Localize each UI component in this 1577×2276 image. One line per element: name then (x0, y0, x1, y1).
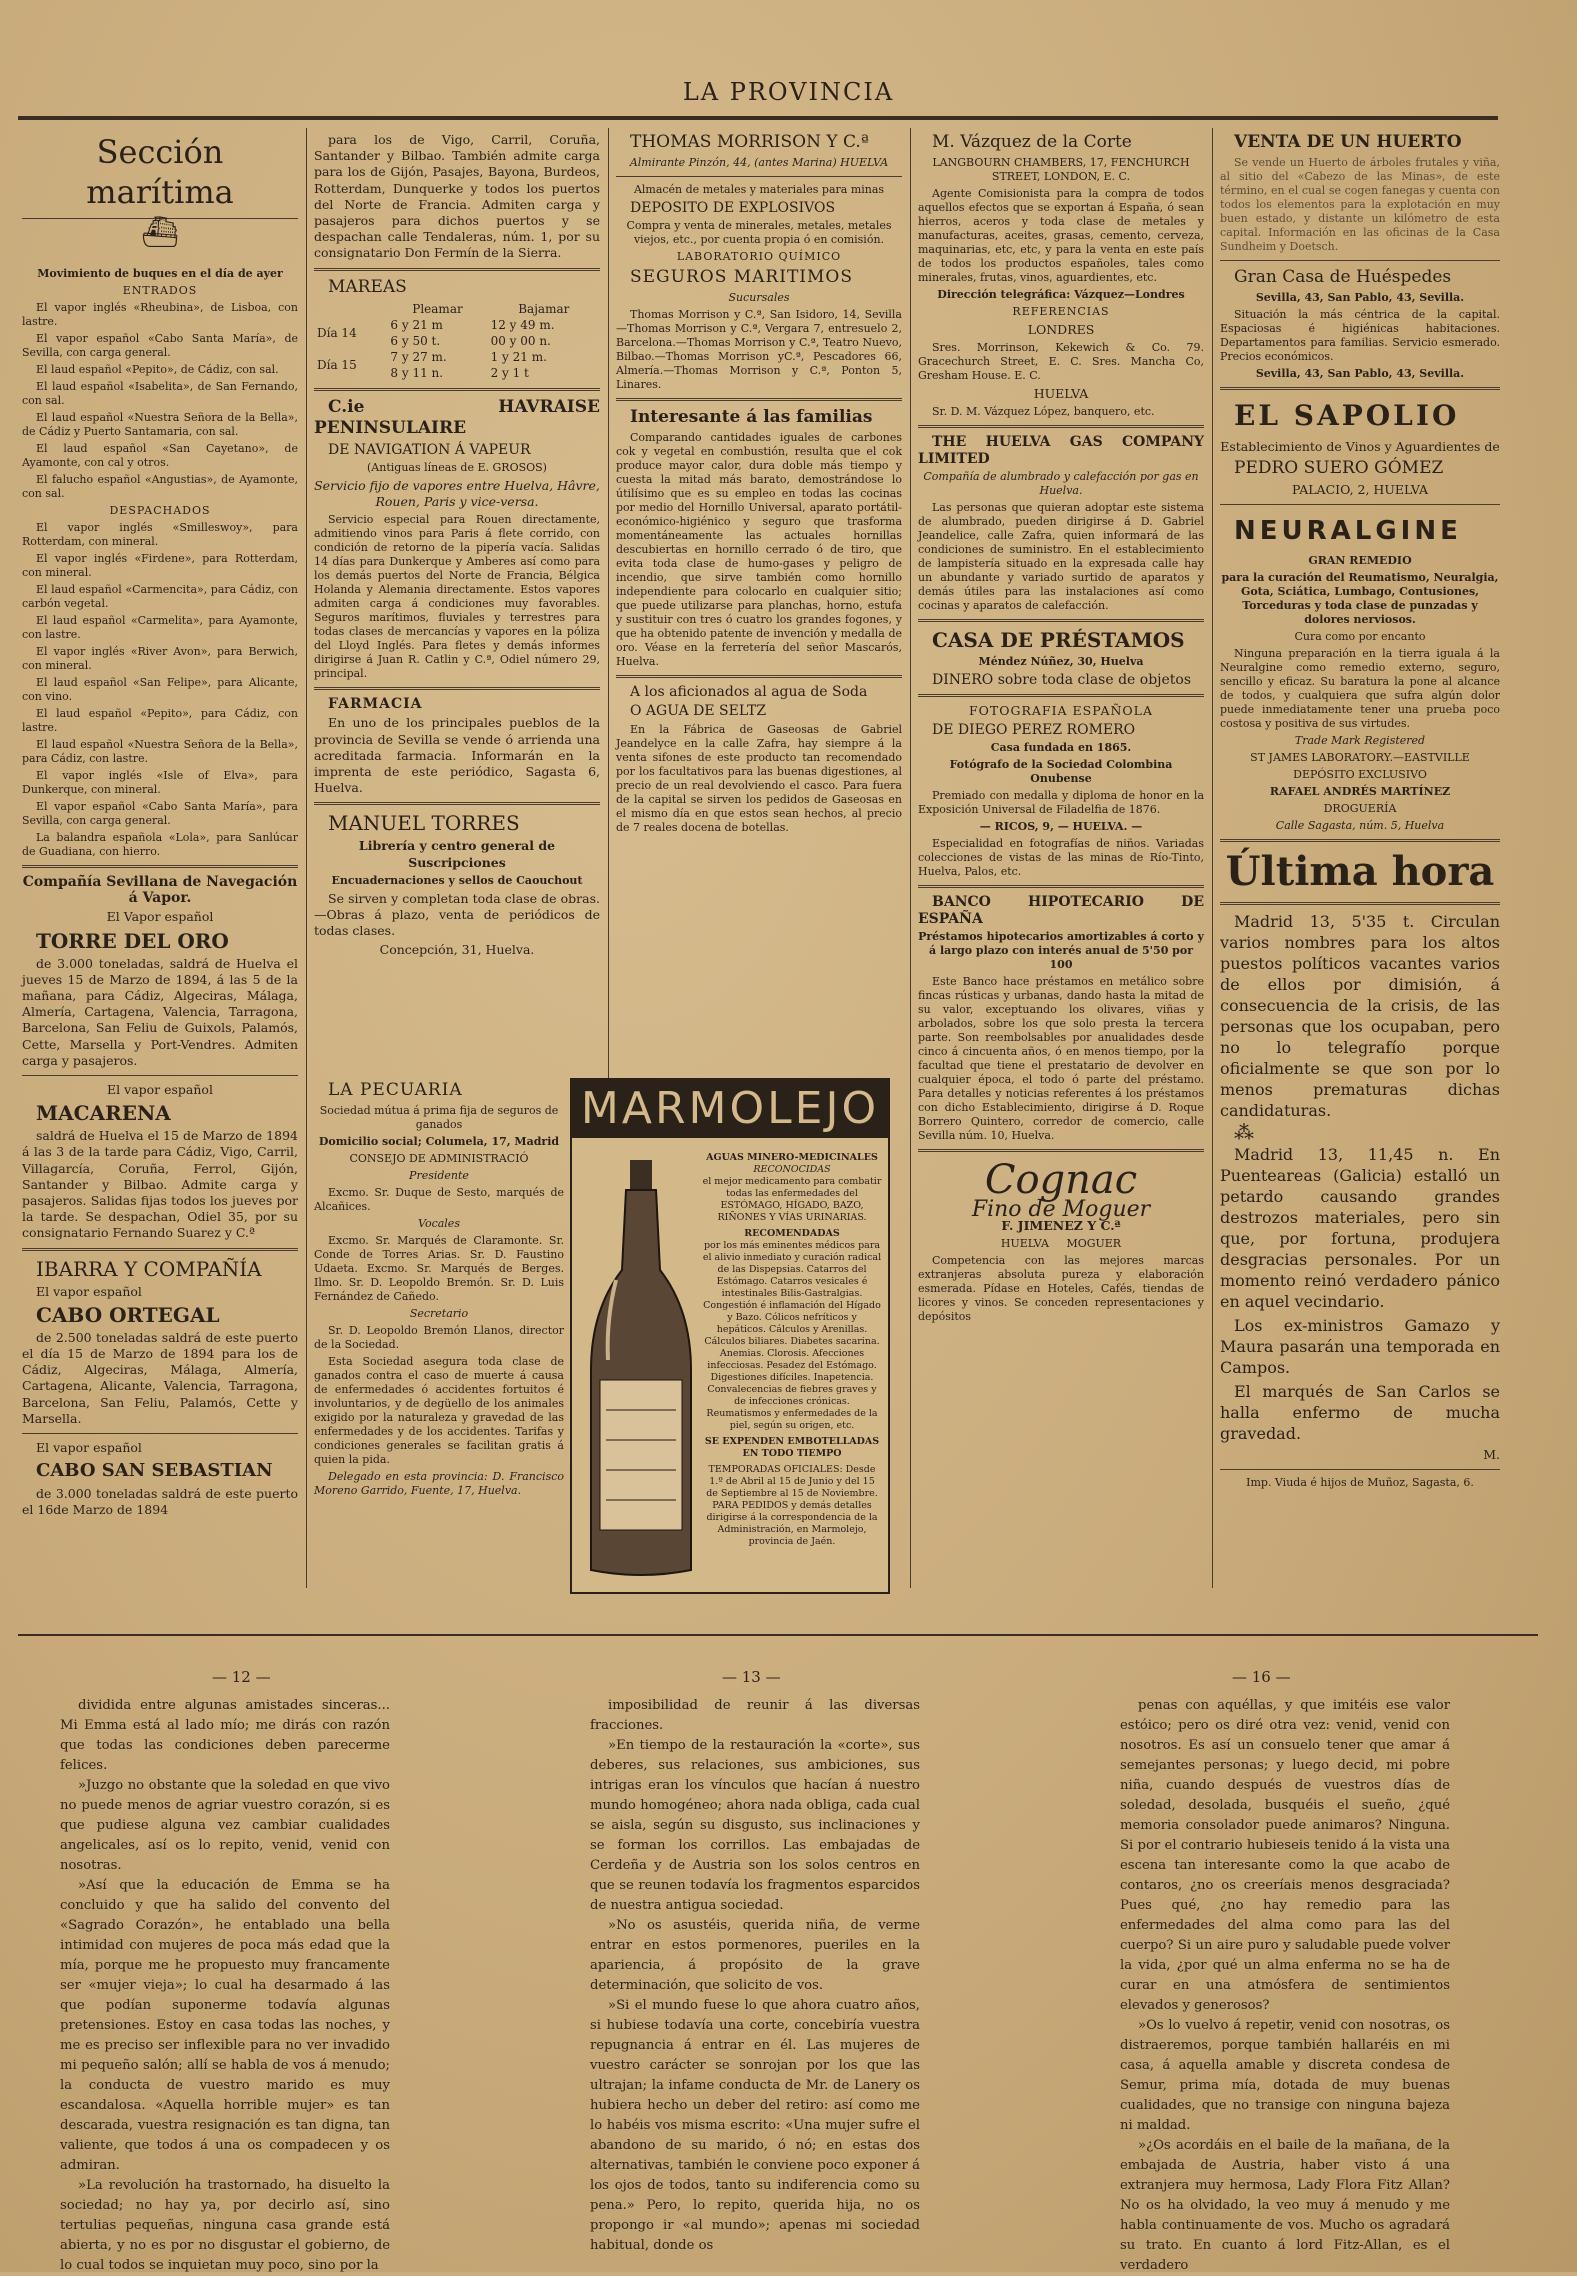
marmolejo-title: MARMOLEJO (572, 1080, 888, 1138)
casa-text: Situación la más céntrica de la capital. Espaciosas é higiénicas habitaciones. Departamentos para familias. Servicio esmerado. Precios económicos. (1220, 308, 1500, 363)
vapor-text: de 3.000 toneladas, saldrá de Huelva el jueves 15 de Marzo de 1894, á las 5 de la mañana, para Cádiz, Algeciras, Málaga, Almería, Cartagena, Valencia, Tarragona, Barcelona, San Feliu de Guixols, Palamós, Cette, Marsella y Port-Vendres. Admiten carga y pasajeros. (22, 955, 298, 1068)
folletin-column-middle (590, 1696, 920, 2256)
mareas-day: Día 15 (317, 358, 357, 373)
vazquez-title: M. Vázquez de la Corte (932, 132, 1132, 152)
cognac-place: HUELVA (1000, 1237, 1049, 1251)
list-item: El laud español «San Cayetano», de Ayamonte, con cal y otros. (22, 442, 298, 469)
pecuaria-ad (314, 1080, 564, 1590)
top-rule (18, 116, 1498, 120)
list-item: El laud español «Carmelita», para Ayamonte, con lastre. (22, 614, 298, 641)
divider (314, 388, 600, 391)
sapolio-name: PEDRO SUERO GÓMEZ (1234, 458, 1444, 479)
list-item: El laud español «Nuestra Señora de la Bella», de Cádiz y Puerto Santamaria, con sal. (22, 411, 298, 438)
divider (314, 268, 600, 271)
mareas-cell: 6 y 50 t. (390, 334, 441, 349)
gas-sub: Compañía de alumbrado y calefacción por gas en Huelva. (923, 469, 1199, 497)
folletin-rule (18, 1634, 1538, 1637)
foto-text2: Especialidad en fotografías de niños. Variadas colecciones de vistas de las minas de Río-Tinto, Huelva, Palos, etc. (918, 837, 1204, 879)
torres-text: Se sirven y completan toda clase de obras.—Obras á plazo, venta de periódicos de todas clases. (314, 890, 600, 939)
divider (314, 802, 600, 805)
column-divider (910, 128, 911, 1588)
paragraph: »Os lo vuelvo á repetir, venid con nosotras, os distraeremos, porque también hallaréis en mi casa, á aquella amable y discreta condesa de Semur, prima mía, dotada de muy buenas cualidades, que no transige con ninguna bajeza ni maldad. (1120, 2018, 1450, 2133)
vapor-name: TORRE DEL ORO (36, 928, 229, 953)
marmolejo-text1: el mejor medicamento para combatir todas las enfermedades del ESTÓMAGO, HÍGADO, BAZO, RIÑONES Y VÍAS URINARIAS. (702, 1176, 882, 1223)
ship-icon: ⛴ (140, 215, 180, 250)
news-item: Madrid 13, 11,45 n. En Puenteareas (Galicia) estalló un petardo causando grandes destrozos materiales, pero sin que, por fortuna, produjera desgracias personales. Por un momento reinó verdadero pánico en aquel vecindario. (1220, 1144, 1500, 1311)
deposito: DEPOSITO DE EXPLOSIVOS (630, 200, 836, 216)
secretario: Sr. D. Leopoldo Bremón Llanos, director de la Sociedad. (314, 1324, 564, 1351)
list-item: El falucho español «Angustias», de Ayamonte, con sal. (22, 473, 298, 500)
havraise-text: Servicio especial para Rouen directamente, admitiendo vinos para Paris á flete corrido, con condición de retorno de la pipería vacía. Salidas 14 días para Dunkerque y Amberes así como para los demás puertos del Norte de Francia, Bélgica Holanda y Alemania directamente. Estos vapores admiten carga á condiciones muy favorables. Seguros marítimos, fluviales y terrestres para todas clases de mercancías y vapores en la póliza del Lloyd Inglés. Para fletes y demás informes dirigirse á Juan R. Catlin y C.ª, Odiel número 29, principal. (314, 513, 600, 681)
list-item: La balandra española «Lola», para Sanlúcar de Guadiana, con hierro. (22, 831, 298, 858)
pecuaria-domicilio: Domicilio social; Columela, 17, Madrid (318, 1135, 560, 1148)
farmacia-text: En uno de los principales pueblos de la provincia de Sevilla se vende ó arrienda una acreditada farmacia. Informarán en la imprenta de este periódico, Sagasta 6, Huelva. (314, 715, 600, 796)
paragraph: »¿Os acordáis en el baile de la mañana, de la embajada de Austria, haber visto á una extranjera muy hermosa, Lady Flora Fitz Allan? No os ha olvidado, la veo muy á menudo y me habla continuamente de vos. Mucho os agradará su trato. En cuanto á lord Fitz-Allan, es el verdadero (1120, 2138, 1450, 2273)
ultima-hora-title: Última hora (1225, 848, 1495, 896)
table-row (314, 317, 600, 349)
news-item: El marqués de San Carlos se halla enfermo de mucha gravedad. (1220, 1381, 1500, 1443)
list-item: El laud español «Pepito», de Cádiz, con sal. (36, 363, 279, 376)
huerto-title: VENTA DE UN HUERTO (1234, 132, 1462, 152)
paragraph: imposibilidad de reunir á las diversas fracciones. (590, 1698, 920, 1733)
list-item: El vapor inglés «Smilleswoy», para Rotterdam, con mineral. (22, 521, 298, 548)
paragraph: dividida entre algunas amistades sinceras... Mi Emma está al lado mío; me dirás con razón que todas las condiciones deben parecerme felices. (60, 1698, 390, 1773)
imprenta: Imp. Viuda é hijos de Muñoz, Sagasta, 6. (1246, 1475, 1474, 1489)
divider (22, 1075, 298, 1076)
cognac-place: MOGUER (1066, 1237, 1122, 1251)
vapor-name: CABO SAN SEBASTIAN (36, 1460, 273, 1482)
prestamos-addr: Méndez Núñez, 30, Huelva (978, 654, 1144, 668)
soda-sub: O AGUA DE SELTZ (630, 703, 767, 720)
list-item: El vapor español «Cabo Santa María», para Sevilla, con carga general. (22, 800, 298, 827)
foto-fund: Casa fundada en 1865. (990, 741, 1132, 755)
paragraph: »La revolución ha trastornado, ha disuelto la sociedad; no hay ya, por decirlo así, sino tertulias pequeñas, ninguna casa grande está abierta, y no es por no disgustar el gobierno, de lo cual todos se inquietan muy poco, sino por la (60, 2178, 390, 2273)
marmolejo-text3: TEMPORADAS OFICIALES: Desde 1.º de Abril al 15 de Junio y del 15 de Septiembre al 15 de Noviembre. PARA PEDIDOS y demás detalles dirigirse á la correspondencia de la Administración, en Marmolejo, provincia de Jaén. (706, 1464, 878, 1547)
list-item: El vapor español «Cabo Santa María», de Sevilla, con carga general. (22, 332, 298, 359)
vapor-label: El vapor español (36, 1440, 142, 1456)
folletin-column-left (60, 1696, 390, 2273)
morrison-text: Almacén de metales y materiales para minas (633, 183, 885, 196)
sapolio-title: EL SAPOLIO (1234, 399, 1460, 432)
neuralgine-text: para la curación del Reumatismo, Neuralgia, Gota, Sciática, Lumbago, Contusiones, Torceduras y toda clase de punzadas y dolores nerviosos. (1221, 571, 1499, 627)
section-title: Sección marítima (86, 133, 234, 211)
familias-title: Interesante á las familias (630, 407, 873, 428)
havraise-sub: DE NAVIGATION Á VAPEUR (328, 441, 531, 458)
mareas-cell: 00 y 00 n. (490, 334, 551, 349)
pecuaria-delegado: Delegado en esta provincia: D. Francisco Moreno Garrido, Fuente, 17, Huelva. (314, 1470, 564, 1497)
pecuaria-title: LA PECUARIA (328, 1080, 463, 1100)
list-item: El laud español «San Felipe», para Alicante, con vino. (22, 676, 298, 703)
list-item: El laud español «Pepito», para Cádiz, con lastre. (22, 707, 298, 734)
mareas-cell: 6 y 21 m (390, 317, 443, 332)
movement-subtitle: Movimiento de buques en el día de ayer (37, 267, 283, 280)
list-item: El laud español «Carmencita», para Cádiz, con carbón vegetal. (22, 583, 298, 610)
paragraph: »Así que la educación de Emma se ha concluido y que ha salido del convento del «Sagrado Corazón», he entablado una bella intimidad con mujeres de poca más edad que la mía, porque me he propuesto muy francamente ser «mujer vieja»; lo cual ha desarmado á las que podían suponerme todavía algunas pretensiones. Estoy en casa todas las noches, y me es preciso ser inflexible para no ver invadido mi pequeño salón; allí se habla de vos á menudo; la conducta de vuestro marido es muy escandalosa. «Aquella horrible mujer» es tan descarada, vuestra resignación es tan digna, tan valiente, que todos á una os compadecen y os admiran. (60, 1878, 390, 2173)
vapor-name: CABO ORTEGAL (36, 1302, 220, 1327)
pecuaria-sub: Sociedad mútua á prima fija de seguros de ganados (319, 1104, 559, 1131)
sucursales-text: Thomas Morrison y C.ª, San Isidoro, 14, Sevilla—Thomas Morrison y C.ª, Vergara 7, entresuelo 2, Barcelona.—Thomas Morrison y C.ª, Teatro Nuevo, Bilbao.—Thomas Morrison yC.ª, Pescadores 66, Almería.—Thomas Morrison y C.ª, Ponton 5, Linares. (616, 308, 902, 392)
havraise-sub2: (Antiguas líneas de E. GROSOS) (367, 460, 547, 474)
soda-title: A los aficionados al agua de Soda (630, 684, 868, 701)
column-morrison (616, 132, 902, 1072)
news-separator: ⁂ (1234, 1120, 1254, 1145)
presidente-label: Presidente (409, 1169, 469, 1182)
prestamos-title: CASA DE PRÉSTAMOS (932, 627, 1185, 652)
cognac-sub: Fino de Moguer (971, 1196, 1151, 1222)
torres-addr: Concepción, 31, Huelva. (379, 942, 535, 958)
seguros: SEGUROS MARITIMOS (630, 267, 853, 288)
foto-text: Premiado con medalla y diploma de honor en la Exposición Universal de Filadelfia de 1876. (918, 789, 1204, 817)
vocales-label: Vocales (418, 1217, 460, 1230)
embotelladas-label: SE EXPENDEN EMBOTELLADAS EN TODO TIEMPO (704, 1436, 880, 1459)
list-item: El vapor inglés «Isle of Elva», para Dunkerque, con mineral. (22, 769, 298, 796)
divider (616, 675, 902, 678)
list-item: El vapor inglés «River Avon», para Berwich, con mineral. (22, 645, 298, 672)
page-number: — 16 — (1232, 1668, 1291, 1686)
foto-sub: Fotógrafo de la Sociedad Colombina Onubense (949, 758, 1173, 786)
column-ads-news (1220, 132, 1500, 1602)
foto-title: FOTOGRAFIA ESPAÑOLA (968, 703, 1154, 719)
page-number: — 13 — (722, 1668, 781, 1686)
vapor-label: El vapor español (107, 1082, 213, 1098)
banco-sub: Préstamos hipotecarios amortizables á corto y á largo plazo con interés anual de 5'50 por 100 (918, 929, 1204, 971)
divider (1220, 260, 1500, 261)
divider (314, 687, 600, 690)
despachados-label: DESPACHADOS (109, 504, 211, 517)
trade-mark: Trade Mark Registered (1294, 734, 1426, 748)
torres-title: MANUEL TORRES (328, 811, 520, 836)
neuralgine-sub: GRAN REMEDIO (1308, 554, 1412, 568)
mareas-title: MAREAS (328, 276, 407, 297)
mareas-cell: 12 y 49 m. (490, 317, 555, 332)
paragraph: »En tiempo de la restauración la «corte», sus deberes, sus relaciones, sus ambiciones, sus intrigas eran los vínculos que hacían á nuestro mundo homogéneo; ahora nada obliga, cada cual se aisla, según su disgusto, sus inclinaciones y se forman los corrillos. Las embajadas de Cerdeña y de Austria son los solos centros en que se reunen todavía los fragmentos esparcidos de nuestra antigua sociedad. (590, 1738, 920, 1913)
sapolio-addr: PALACIO, 2, HUELVA (1291, 482, 1429, 498)
soda-text: En la Fábrica de Gaseosas de Gabriel Jeandelyce en la calle Zafra, hay siempre á la venta sifones de este producto tan recomendado por los facultativos para las buenas digestiones, al precio de un real devolviendo el casco. Para fuera de la capital se sirven los pedidos de Gaseosas en el mismo día en que estos sean hechos, al precio de 7 reales docena de botellas. (616, 722, 902, 834)
divider (22, 1248, 298, 1251)
torres-sub: Librería y centro general de Suscripciones (358, 838, 556, 870)
cognac-maker: F. JIMENEZ Y C.ª (1001, 1218, 1121, 1234)
sucursales-label: Sucursales (728, 291, 790, 305)
column-commerce (918, 132, 1204, 1602)
folletin-column-right (1120, 1696, 1450, 2273)
news-item: Madrid 13, 5'35 t. Circulan varios nombres para los altos puestos políticos vacantes varios de ellos por dimisión, á consecuencia de la crisis, de las personas que los ocupaban, pero no lo telegrafío porque oficialmente se que son por lo menos prematuras dichas candidaturas. (1220, 912, 1500, 1121)
drogueria-label: DROGUERÍA (1323, 802, 1397, 816)
vapor-label: El vapor español (36, 1283, 142, 1299)
table-row (314, 349, 600, 381)
londres-text: Sres. Morrinson, Kekewich & Co. 79. Gracechurch Street, E. C. Sres. Mancha Co, Gresham House. E. C. (918, 341, 1204, 383)
gas-text: Las personas que quieran adoptar este sistema de alumbrado, pueden dirigirse á D. Gabriel Jeandelice, calle Zafra, quien informará de las condiciones de suministro. En el establecimiento de lampistería situado en la expresada calle hay un abundante y variado surtido de aparatos y demás útiles para las instalaciones así como cocinas y aparatos de calefacción. (918, 500, 1204, 612)
aguas-label: AGUAS MINERO-MEDICINALES (706, 1152, 878, 1163)
despachados-list (22, 521, 298, 859)
vocales: Excmo. Sr. Marqués de Claramonte. Sr. Conde de Torres Arias. Sr. D. Faustino Udaeta. Excmo. Sr. Marqués de Berges. Ilmo. Sr. D. Leopoldo Bremón. Sr. D. Luis Fernández de Cañedo. (314, 1234, 564, 1303)
havraise-title: C.ie HAVRAISE PENINSULAIRE (314, 396, 600, 438)
marmolejo-ad (570, 1078, 890, 1594)
secretario-label: Secretario (409, 1307, 469, 1320)
neuralgine-text2: Ninguna preparación en la tierra iguala á la Neuralgine como remedio externo, seguro, sencillo y eficaz. Su baratura la pone al alcance de todos, y cualquiera que sufra algún dolor puede inmediatamente tener una prueba poco costosa y positiva de sus virtudes. (1220, 647, 1500, 731)
mareas-cell: 2 y 1 t (490, 366, 529, 381)
sapolio-sub: Establecimiento de Vinos y Aguardientes de (1220, 439, 1500, 454)
neuralgine-cura: Cura como por encanto (1294, 630, 1426, 644)
cognac-logo: Cognac (984, 1156, 1138, 1203)
mareas-cell: 8 y 11 n. (390, 366, 444, 381)
list-item: El vapor inglés «Firdene», para Rotterdam, con mineral. (22, 552, 298, 579)
divider (918, 619, 1204, 622)
gas-title: THE HUELVA GAS COMPANY LIMITED (918, 434, 1204, 467)
vazquez-text: Agente Comisionista para la compra de todos aquellos efectos que se exportan á España, ó sean hierros, aceros y toda clase de metales y manufacturas, aceites, grasas, cemento, cerveza, maquinarias, etc, etc, y para la venta en este país de todos los productos españoles, tales como minerales, frutas, vinos, aguardientes, etc. (918, 187, 1204, 284)
mareas-day: Día 14 (317, 325, 357, 340)
divider (1220, 504, 1500, 505)
morrison-title: THOMAS MORRISON Y C.ª (630, 132, 869, 152)
divider (1220, 839, 1500, 842)
divider (918, 885, 1204, 888)
rafael: RAFAEL ANDRÉS MARTÍNEZ (1269, 785, 1451, 799)
divider (1220, 902, 1500, 905)
vapor-name: MACARENA (36, 1101, 171, 1126)
marmolejo-text (702, 1152, 882, 1548)
column-maritime (22, 132, 298, 1602)
casa-title: Gran Casa de Huéspedes (1234, 267, 1452, 287)
ibarra-title: IBARRA Y COMPAÑÍA (36, 1256, 262, 1281)
paragraph: »Si el mundo fuese lo que ahora cuatro años, si hubiese todavía una corte, concebiría vuestra repugnancia á entrar en él. Las mujeres de vuestro carácter se sonrojan por los que las ultrajan; la infame conducta de Mr. de Lanery os hubiera hecho un deber del retiro: así como me lo habéis vos misma escrito: «Una mujer sufre el abandono de su marido, ó nó; en estas dos alternativas, también le conviene poco exponer á los ojos de todos, tanto su indiferencia como su pena.» Pero, lo repito, querida hija, no os propongo ir «al mundo»; apenas mi sociedad habitual, donde os (590, 1998, 920, 2253)
deposito-label: DEPÓSITO EXCLUSIVO (1293, 768, 1427, 782)
drogueria-addr: Calle Sagasta, núm. 5, Huelva (1275, 819, 1445, 833)
mareas-table (314, 301, 600, 382)
foto-addr: — RICOS, 9, — HUELVA. — (979, 820, 1143, 834)
list-item: El laud español «Nuestra Señora de la Bella», para Cádiz, con lastre. (22, 738, 298, 765)
divider (616, 176, 902, 177)
torres-sub2: Encuadernaciones y sellos de Caouchout (331, 873, 583, 887)
londres-label: LONDRES (1027, 322, 1095, 337)
banco-text: Este Banco hace préstamos en metálico sobre fincas rústicas y urbanas, dando hasta la mitad de su valor, exceptuando los olivares, viñas y arbolados, sobre los que solo presta la tercera parte. Son reembolsables por anualidades desde cinco á cincuenta años, ó en menos tiempo, por la facultad que tiene el prestatario de devolver en cualquier época, el todo ó parte del préstamo. Para detalles y noticias referentes á los préstamos con dicho Establecimiento, dirigirse á D. Roque Borrero Quintero, corredor de comercio, calle Sevilla núm. 10, Huelva. (918, 974, 1204, 1142)
list-item: El laud español «Isabelita», de San Fernando, con sal. (22, 380, 298, 407)
huelva-text: Sr. D. M. Vázquez López, banquero, etc. (932, 405, 1155, 419)
divider (22, 865, 298, 868)
reconocidas-label: RECONOCIDAS (753, 1164, 831, 1175)
divider (918, 425, 1204, 428)
casa-addr2: Sevilla, 43, San Pablo, 43, Sevilla. (1255, 367, 1465, 380)
prestamos-text: DINERO sobre toda clase de objetos (932, 671, 1192, 688)
foto-name: DE DIEGO PEREZ ROMERO (932, 722, 1136, 739)
havraise-italic: Servicio fijo de vapores entre Huelva, Hâvre, Rouen, Paris y vice-versa. (314, 477, 600, 510)
casa-addr: Sevilla, 43, San Pablo, 43, Sevilla. (1255, 291, 1465, 304)
divider (616, 398, 902, 401)
telegrafica: Dirección telegráfica: Vázquez—Londres (937, 288, 1185, 301)
pecuaria-text: Esta Sociedad asegura toda clase de ganados contra el caso de muerte á causa de enfermedades ó accidentes fortuitos é involuntarios, y de degüello de los animales exigido por la naturaleza y gravedad de las enfermedades y de los accidentes. Tarifas y condiciones generales se facilitan gratis á quien la pida. (314, 1355, 564, 1466)
entrados-label: ENTRADOS (122, 284, 198, 297)
list-item: El vapor inglés «Rheubina», de Lisboa, con lastre. (22, 301, 298, 328)
masthead: LA PROVINCIA (682, 78, 895, 106)
morrison-text2: Compra y venta de minerales, metales, metales viejos, etc., por cuenta propia ó en comisión. (626, 219, 892, 247)
consejo-label: CONSEJO DE ADMINISTRACIÓ (349, 1152, 529, 1165)
mareas-cell: 1 y 21 m. (490, 350, 547, 365)
page-number: — 12 — (212, 1668, 271, 1686)
vazquez-addr: LANGBOURN CHAMBERS, 17, FENCHURCH STREET, LONDON, E. C. (932, 156, 1190, 183)
farmacia-title: FARMACIA (328, 696, 423, 713)
news-item: Los ex-ministros Gamazo y Maura pasarán una temporada en Campos. (1220, 1315, 1500, 1377)
divider (918, 1149, 1204, 1152)
divider (1220, 387, 1500, 390)
cognac-text: Competencia con las mejores marcas extranjeras absoluta pureza y elaboración esmerada. Pídase en Hoteles, Cafés, tiendas de licores y vinos. Se conceden representaciones y depósitos (918, 1254, 1204, 1324)
laboratorio: LABORATORIO QUÍMICO (676, 250, 842, 264)
morrison-addr: Almirante Pinzón, 44, (antes Marina) HUELVA (629, 156, 889, 169)
huerto-text: Se vende un Huerto de árboles frutales y viña, al sitio del «Cabezo de las Minas», de este término, en el cual se cogen fanegas y cuenta con todos los elementos para la explotación en muy buen estado, y distante un kilómetro de esta capital. Información en las oficinas de la Casa Sundheim y Doetsch. (1220, 156, 1500, 253)
divider (22, 1433, 298, 1434)
column-divider (1212, 128, 1213, 1588)
pleamar-header: Pleamar (412, 301, 463, 316)
vapor-label: El Vapor español (106, 909, 214, 925)
neuralgine-title: NEURALGINE (1234, 516, 1462, 547)
huelva-label: HUELVA (1033, 386, 1089, 402)
navigation-intro: para los de Vigo, Carril, Coruña, Santander y Bilbao. También admite carga para los de Gijón, Pasajes, Bayona, Burdeos, Rotterdam, Dunquerke y todos los puertos del Norte de Francia. Admiten carga y pasajeros para dichos puertos y se despachan calle Tendaleras, núm. 1, por su consignatario Don Fermín de la Sierra. (314, 132, 600, 261)
marmolejo-text2: por los más eminentes médicos para el alivio inmediato y curación radical de las Dispepsias. Catarros del Estómago. Catarros vesicales é intestinales Bilis-Gastralgias. Congestión é inflamación del Hígado y Bazo. Cólicos nefríticos y hepáticos. Cálculos y Arenillas. Cálculos biliares. Diabetes sacarina. Anemias. Clorosis. Afecciones infecciosas. Pesadez del Estómago. Digestiones difíciles. Inapetencia. Convalecencias de fiebres graves y de infecciones crónicas. Reumatismos y enfermedades de la piel, según su origen, etc. (702, 1240, 882, 1431)
presidente: Excmo. Sr. Duque de Sesto, marqués de Alcañices. (314, 1186, 564, 1213)
column-navigation (314, 132, 600, 1062)
compania-title: Compañía Sevillana de Navegación á Vapor. (22, 874, 298, 907)
banco-title: BANCO HIPOTECARIO DE ESPAÑA (918, 894, 1204, 927)
vapor-text: de 2.500 toneladas saldrá de este puerto el día 15 de Marzo de 1894 para los de Cádiz, Algeciras, Málaga, Almería, Cartagena, Alicante, Valencia, Tarragona, Barcelona, San Feliu, Palamós, Cette y Marsella. (22, 1329, 298, 1426)
paragraph: »No os asustéis, querida niña, de verme entrar en estos pormenores, pueriles en la apariencia, á propósito de la grave determinación, que solicito de vos. (590, 1918, 920, 1993)
entrados-list (22, 301, 298, 501)
familias-text: Comparando cantidades iguales de carbones cok y vegetal en combustión, resulta que el cok produce mayor calor, dura doble más tiempo y cuesta la mitad más barato, demostrándose lo útilísimo que es su empleo en todas las cocinas por medio del Hornillo Universal, aparato portátil-económico-higiénico y seguro que trasforma momentáneamente las actuales hornillas descubiertas en hornillo cerrado ó de tiro, que evita toda clase de humo-gases y peligro de incendio, que sirve también como hornillo independiente para colocarlo en cualquier sitio; que puede utilizarse para planchas, horno, estufa y sustituir con tres ó cuatro los grandes fogones, y que ha obtenido patente de invención y medalla de oro. Véase en la ferretería del señor Mascarós, Huelva. (616, 431, 902, 669)
mareas-cell: 7 y 27 m. (390, 350, 447, 365)
referencias: REFERENCIAS (1012, 305, 1110, 318)
recomendadas-label: RECOMENDADAS (744, 1228, 840, 1239)
divider (918, 694, 1204, 697)
paragraph: penas con aquéllas, y que imitéis ese valor estóico; pero os diré otra vez: venid, venid con nosotros. Es así un consuelo tener que amar á semejantes personas; y luego decid, mi pobre niña, cuando después de vuestros días de soledad, desolada, busquéis el sueño, ¿qué memoria consolador puede animaros? Ninguna. Si por el contrario hubieseis tenido á la vista una escena tan interesante como la que acabo de contaros, ¿no os creeríais menos desgraciada? Pues qué, ¿no hay remedio para las enfermedades del alma como para las del cuerpo? Si un aire puro y saludable puede volver la vida, ¿por qué un alma enferma no se ha de curar en una atmósfera de sentimientos elevados y generosos? (1120, 1698, 1450, 2013)
vapor-text: saldrá de Huelva el 15 de Marzo de 1894 á las 3 de la tarde para Cádiz, Vigo, Carril, Villagarcía, Coruña, Ferrol, Gijón, Santander y Bilbao. Admite carga y pasajeros. Salidas fijas todos los jueves por la tarde. Se despachan, Odiel 35, por su consignatario Fernando Suarez y C.ª (22, 1128, 298, 1241)
vapor-text: de 3.000 toneladas saldrá de este puerto el 16de Marzo de 1894 (22, 1486, 298, 1518)
paragraph: »Juzgo no obstante que la soledad en que vivo no puede menos de agriar vuestro corazón, si es que pudiese alguna vez cambiar cualidades angelicales, así os lo repito, venid, venid con nosotras. (60, 1778, 390, 1873)
lab: ST JAMES LABORATORY.—EASTVILLE (1250, 751, 1470, 765)
bottle-illustration (586, 1160, 696, 1580)
column-divider (306, 128, 307, 1588)
news-signature: M. (1483, 1446, 1500, 1462)
bajamar-header: Bajamar (518, 301, 570, 316)
divider (1220, 1469, 1500, 1470)
